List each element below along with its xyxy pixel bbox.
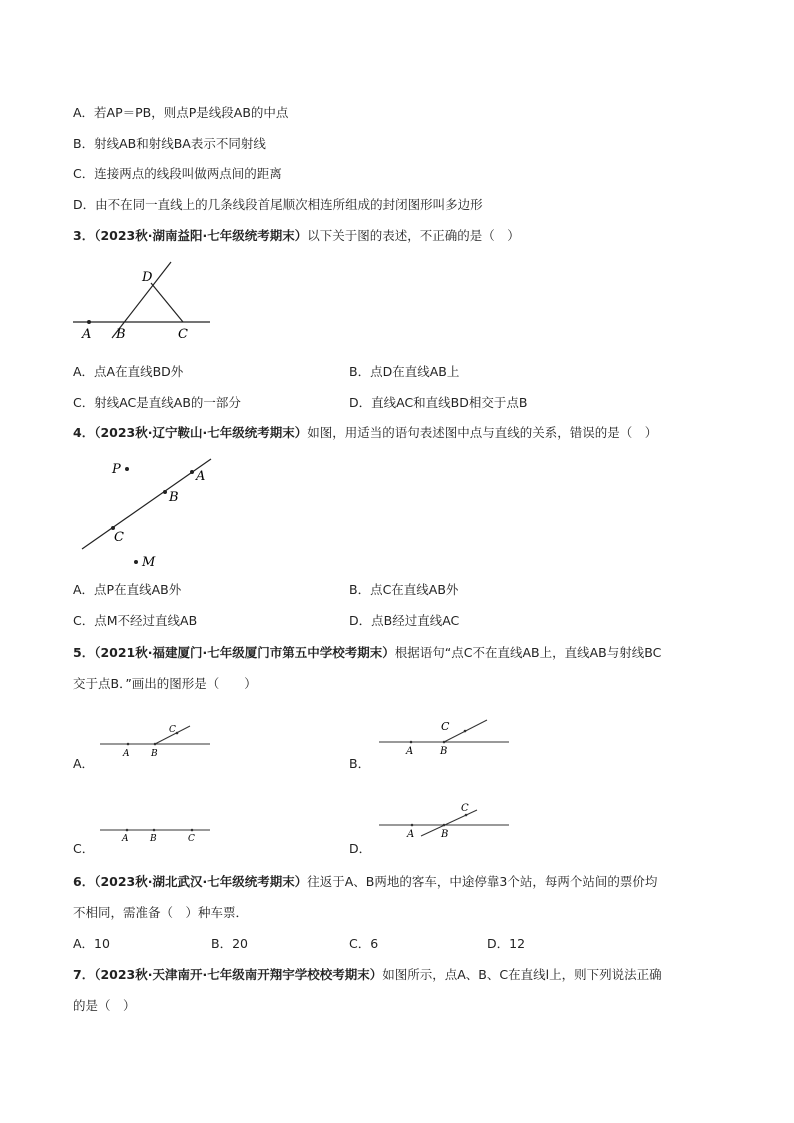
q5-figure-d — [379, 800, 511, 845]
q6-option-c: C．6 — [349, 936, 379, 951]
q3-label-d: D — [142, 270, 153, 285]
q4-number: 4． — [73, 425, 95, 440]
q7-stem-line2: 的是（ ） — [73, 998, 136, 1013]
q6-number: 6． — [73, 874, 95, 889]
q6-stem-line2: 不相同，需准备（ ）种车票． — [73, 905, 249, 920]
q3-segment-dc — [151, 283, 183, 322]
q3-label-c: C — [178, 327, 188, 342]
q5-option-c-letter: C． — [73, 841, 95, 856]
q5-number: 5． — [73, 645, 95, 660]
q5-figure-a — [100, 722, 212, 760]
q3-stem: 以下关于图的表述，不正确的是（ ） — [307, 228, 520, 243]
q5b-label-a: A — [406, 746, 414, 757]
q5b-label-b: B — [440, 746, 448, 757]
q6-stem-line1 — [73, 873, 657, 891]
q4-option-b: B．点C在直线AB外 — [349, 582, 459, 597]
q3-option-b: B．点D在直线AB上 — [349, 364, 460, 379]
q5-option-a-letter: A． — [73, 756, 95, 771]
q3-option-a: A．点A在直线BD外 — [73, 364, 184, 379]
q3-label-b: B — [116, 327, 126, 342]
q5d-point-c — [465, 814, 468, 817]
q5-option-b-letter: B． — [349, 756, 371, 771]
q6-option-b: B．20 — [211, 936, 248, 951]
q5d-label-c: C — [461, 803, 469, 814]
q4-point-b — [163, 490, 167, 494]
q4-label-a: A — [196, 469, 206, 484]
q3-source: （2023秋·湖南益阳·七年级统考期末） — [94, 228, 308, 243]
q5a-label-c: C — [169, 725, 176, 735]
q4-label-m: M — [142, 555, 156, 570]
q4-option-c: C．点M不经过直线AB — [73, 613, 198, 628]
q5c-label-c: C — [188, 834, 195, 844]
q6-option-a: A．10 — [73, 936, 110, 951]
q7-number: 7． — [73, 967, 95, 982]
q5c-point-c — [191, 829, 194, 832]
q4-source: （2023秋·辽宁鞍山·七年级统考期末） — [94, 425, 308, 440]
q2-option-b: B．射线AB和射线BA表示不同射线 — [73, 136, 266, 151]
q7-source: （2023秋·天津南开·七年级南开翔宇学校校考期末） — [94, 967, 383, 982]
q7-stem-1: 如图所示，点A、B、C在直线l上，则下列说法正确 — [382, 967, 662, 982]
q5c-point-b — [153, 829, 156, 832]
q5-figure-b — [379, 718, 511, 760]
q3-option-d: D．直线AC和直线BD相交于点B — [349, 395, 528, 410]
q3-option-c: C．射线AC是直线AB的一部分 — [73, 395, 241, 410]
q4-figure — [78, 455, 218, 570]
q5c-label-a: A — [122, 834, 129, 844]
q5b-point-b — [443, 741, 446, 744]
q5-stem-line2: 交于点B．”画出的图形是（ ） — [73, 676, 257, 691]
q4-option-a: A．点P在直线AB外 — [73, 582, 182, 597]
q5-option-d-letter: D． — [349, 841, 372, 856]
q4-stem-line — [73, 424, 657, 442]
q5-figure-c — [100, 822, 212, 844]
q5a-point-a — [127, 743, 130, 746]
q5b-point-c — [464, 730, 467, 733]
q4-stem: 如图，用适当的语句表述图中点与直线的关系，错误的是（ ） — [307, 425, 658, 440]
q5a-label-b: B — [151, 749, 158, 759]
q4-point-p — [125, 467, 129, 471]
q3-stem-line — [73, 227, 520, 245]
q4-point-m — [134, 560, 138, 564]
q5-source: （2021秋·福建厦门·七年级厦门市第五中学校考期末） — [94, 645, 395, 660]
q5a-label-a: A — [123, 749, 130, 759]
q2-option-d: D．由不在同一直线上的几条线段首尾顺次相连所组成的封闭图形叫多边形 — [73, 197, 483, 212]
q5a-point-b — [154, 743, 157, 746]
q3-label-a: A — [82, 327, 92, 342]
q5c-label-b: B — [150, 834, 157, 844]
q5c-point-a — [126, 829, 129, 832]
q5b-point-a — [410, 741, 413, 744]
q6-source: （2023秋·湖北武汉·七年级统考期末） — [94, 874, 308, 889]
q5d-label-a: A — [407, 829, 415, 840]
q3-point-a — [87, 320, 91, 324]
q4-label-b: B — [169, 490, 179, 505]
q2-option-c: C．连接两点的线段叫做两点间的距离 — [73, 166, 282, 181]
q6-option-d: D．12 — [487, 936, 526, 951]
q3-figure — [70, 258, 220, 343]
q5d-point-a — [411, 824, 414, 827]
q4-point-a — [190, 470, 194, 474]
q4-option-d: D．点B经过直线AC — [349, 613, 460, 628]
q5-stem-line1 — [73, 644, 661, 662]
q5a-point-c — [176, 732, 179, 735]
q3-number: 3． — [73, 228, 95, 243]
q7-stem-line1 — [73, 966, 662, 984]
q5d-point-b — [443, 824, 446, 827]
q5-stem-1: 根据语句“点C不在直线AB上，直线AB与射线BC — [394, 645, 662, 660]
q2-option-a: A．若AP＝PB，则点P是线段AB的中点 — [73, 105, 289, 120]
q4-label-p: P — [112, 462, 121, 477]
q5b-label-c: C — [441, 720, 450, 733]
q4-label-c: C — [114, 530, 124, 545]
q6-stem-1: 往返于A、B两地的客车，中途停靠3个站，每两个站间的票价均 — [307, 874, 658, 889]
q5d-label-b: B — [441, 829, 449, 840]
